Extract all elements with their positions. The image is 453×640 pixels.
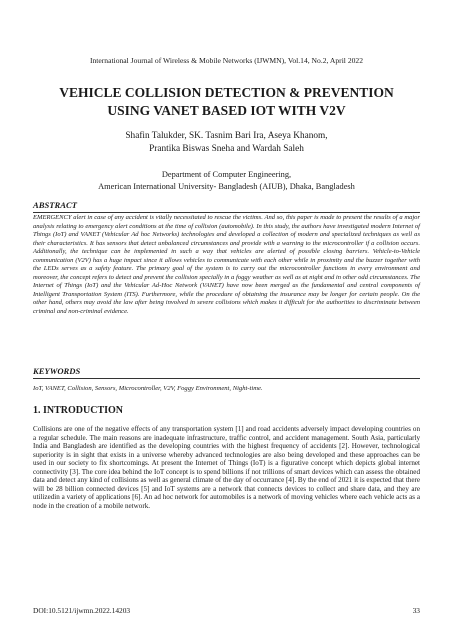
paper-title <box>30 84 423 120</box>
footer-doi: DOI:10.5121/ijwmn.2022.14203 <box>33 606 131 615</box>
title-line-2: USING VANET BASED IOT WITH V2V <box>107 103 346 118</box>
keywords-text: IoT, VANET, Collision, Sensors, Microcontroller, V2V, Foggy Environment, Night-time. <box>33 385 263 392</box>
affiliation <box>20 169 433 192</box>
affiliation-line-1: Department of Computer Engineering, <box>161 170 292 179</box>
introduction-heading: 1. INTRODUCTION <box>33 405 124 416</box>
authors-line-1: Shafin Talukder, SK. Tasnim Bari Ira, Aseya Khanom, <box>125 131 328 141</box>
abstract-text: EMERGENCY alert in case of any accident is vitally necessitated to rescue the victims. And so, this paper is made to present the results of a major analysis relating to emergency alert conditions at the time of collision (automobile). In this study, the authors have investigated modern Internet of Things (IoT) and VANET (Vehicular Ad hoc Networks) technologies and developed a collection of modern and specialized techniques as well as their characteristics. It has sensors that detect unbalanced circumstances and provide with a warning to the microcontroller if a collision occurs. Additionally, the technique can be implemented in such a way that vehicles are alerted of possible closing barriers. Vehicle-to-Vehicle communication (V2V) has a huge impact since it allows vehicles to communicate with each other while in proximity and the buzzer together with the LEDs serves as a safety feature. The primary goal of the system is to carry out the microcontroller functions in every environment and moreover, the concept refers to detect and prevent the collision specially in a foggy weather as well as at night and in other odd circumstances. The Internet of Things (IoT) and the Vehicular Ad-Hoc Network (VANET) have now been merged as the fundamental and central components of Intelligent Transportation System (ITS). Furthermore, while the procedure of obtaining the insurance may be longer for certain people. On the other hand, others may avoid the law after being involved in severe collisions which makes it difficult for the authorities to discriminate between criminal and non-criminal evidence. <box>33 214 420 316</box>
journal-header: International Journal of Wireless & Mobile Networks (IJWMN), Vol.14, No.2, April 2022 <box>89 56 364 65</box>
keywords-divider <box>33 378 420 379</box>
keywords-heading: KEYWORDS <box>33 366 81 376</box>
affiliation-line-2: American International University- Bangladesh (AIUB), Dhaka, Bangladesh <box>98 181 355 191</box>
author-list <box>30 130 423 156</box>
abstract-heading: ABSTRACT <box>33 200 77 210</box>
title-line-1: VEHICLE COLLISION DETECTION & PREVENTION <box>59 85 394 100</box>
introduction-text: Collisions are one of the negative effects of any transportation system [1] and road accidents adversely impact developing countries on a regular schedule. The main reasons are inadequate infrastructure, traffic control, and accident management. South Asia, particularly India and Bangladesh are identified as the developing countries with the highest frequency of accidents [2]. However, technological superiority is in sight that exists in a universe whereby advanced technologies are also being developed and these approaches can be used in our society to fix shortcomings. At present the Internet of Things (IoT) is a figurative concept which depicts global internet connectivity [3]. The core idea behind the IoT concept is to spend billions if not trillions of smart devices which can assess the obtained data and detect any kind of collisions as well as general climate of the day of occurrance [4]. By the end of 2021 it is expected that there will be 28 billion connected devices [5] and IoT systems are a network that connects devices to collect and share data, and they are utilizedin a variety of applications [6]. An ad hoc network for automobiles is a network of moving vehicles where each vehicle acts as a node in the creation of a mobile network. <box>33 425 420 510</box>
page-number: 33 <box>412 606 420 615</box>
abstract-divider <box>33 212 420 213</box>
authors-line-2: Prantika Biswas Sneha and Wardah Saleh <box>149 144 304 154</box>
